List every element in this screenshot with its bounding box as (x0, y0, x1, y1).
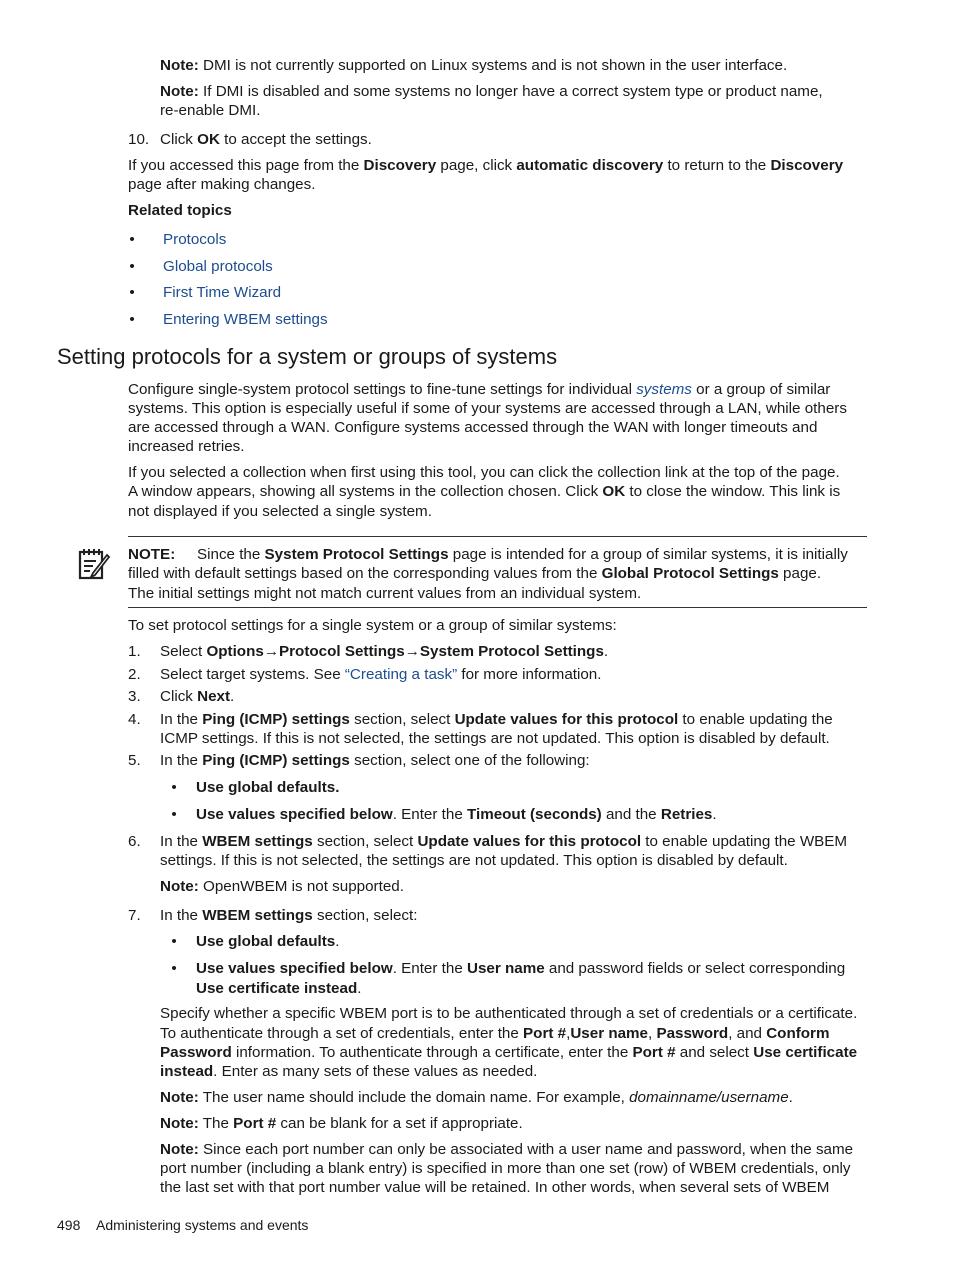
note-dmi-linux: Note: DMI is not currently supported on Linux systems and is not shown in the user interface. (160, 57, 788, 74)
bullet-icon: • (129, 258, 135, 275)
link-protocols[interactable]: Protocols (163, 231, 227, 248)
bullet-icon: • (171, 806, 177, 823)
section-title: Setting protocols for a system or groups of systems (57, 344, 558, 369)
link-systems[interactable]: systems (636, 381, 692, 398)
steps-intro: To set protocol settings for a single system or a group of similar systems: (128, 617, 617, 634)
step-10-text: Click OK to accept the settings. (160, 131, 372, 148)
discovery-paragraph: If you accessed this page from the Discovery page, click automatic discovery to return to the Discovery (128, 157, 844, 174)
section-para-1: Configure single-system protocol settings to fine-tune settings for individual systems or a group of similar (128, 381, 831, 398)
step-7-option-global: Use global defaults. (196, 933, 340, 950)
note-label: NOTE: (128, 546, 176, 563)
bullet-icon: • (171, 933, 177, 950)
section-para-2: If you selected a collection when first using this tool, you can click the collection link at the top of the page. (128, 464, 840, 481)
step-10-number: 10. (128, 131, 150, 148)
bullet-icon: • (171, 779, 177, 796)
step-2-number: 2. (128, 666, 141, 683)
bullet-icon: • (129, 311, 135, 328)
footer-title: Administering systems and events (96, 1217, 309, 1233)
step-4-text-line2: ICMP settings. If this is not selected, the settings are not updated. This option is disabled by default. (160, 730, 830, 747)
specify-para-line4: instead. Enter as many sets of these values as needed. (160, 1063, 538, 1080)
step-7-text: In the WBEM settings section, select: (160, 907, 418, 924)
step-5-text: In the Ping (ICMP) settings section, select one of the following: (160, 752, 590, 769)
note-bottom-rule (128, 607, 867, 608)
step-2-text: Select target systems. See “Creating a task” for more information. (160, 666, 602, 683)
note-port-number-line1: Note: Since each port number can only be associated with a user name and password, when the same (160, 1141, 854, 1158)
link-first-time-wizard[interactable]: First Time Wizard (163, 284, 282, 301)
step-4-text: In the Ping (ICMP) settings section, select Update values for this protocol to enable updating the (160, 711, 833, 728)
footer-page-number: 498 (57, 1217, 81, 1233)
step-3-text: Click Next. (160, 688, 235, 705)
section-para-1-line2: systems. This option is especially useful if some of your systems are accessed through a LAN, while others (128, 400, 847, 417)
note-domain-name: Note: The user name should include the domain name. For example, domainname/username. (160, 1089, 793, 1106)
step-6-number: 6. (128, 833, 141, 850)
note-dmi-disabled-cont: re-enable DMI. (160, 102, 261, 119)
step-6-text-line2: settings. If this is not selected, the settings are not updated. This option is disabled by default. (160, 852, 788, 869)
bullet-icon: • (171, 960, 177, 977)
related-topics-heading: Related topics (128, 202, 232, 219)
note-top-rule (128, 536, 867, 537)
bullet-icon: • (129, 284, 135, 301)
link-entering-wbem-settings[interactable]: Entering WBEM settings (163, 311, 328, 328)
note-text-line2: filled with default settings based on the corresponding values from the Global Protocol Settings page. (128, 565, 822, 582)
note-text-line3: The initial settings might not match current values from an individual system. (128, 585, 642, 602)
section-para-2-line2: A window appears, showing all systems in the collection chosen. Click OK to close the window. This link is (128, 483, 841, 500)
step-5-option-specified: Use values specified below. Enter the Timeout (seconds) and the Retries. (196, 806, 717, 823)
specify-para-line1: Specify whether a specific WBEM port is to be authenticated through a set of credentials or a certificate. (160, 1005, 858, 1022)
section-para-2-line3: not displayed if you selected a single system. (128, 503, 432, 520)
step-6-text: In the WBEM settings section, select Update values for this protocol to enable updating the WBEM (160, 833, 848, 850)
note-text-line1: Since the System Protocol Settings page is intended for a group of similar systems, it is initially (197, 546, 848, 563)
step-7-option-specified: Use values specified below. Enter the User name and password fields or select corresponding (196, 960, 846, 977)
note-port-blank: Note: The Port # can be blank for a set if appropriate. (160, 1115, 523, 1132)
step-5-number: 5. (128, 752, 141, 769)
section-para-1-line4: increased retries. (128, 438, 245, 455)
discovery-paragraph-cont: page after making changes. (128, 176, 316, 193)
note-pencil-icon (76, 546, 112, 582)
step-5-option-global: Use global defaults. (196, 779, 340, 796)
step-7-option-specified-line2: Use certificate instead. (196, 980, 362, 997)
step-1-text: Select Options→Protocol Settings→System Protocol Settings. (160, 643, 609, 660)
step-1-number: 1. (128, 643, 141, 660)
note-dmi-disabled: Note: If DMI is disabled and some systems no longer have a correct system type or product name, (160, 83, 823, 100)
link-global-protocols[interactable]: Global protocols (163, 258, 273, 275)
bullet-icon: • (129, 231, 135, 248)
specify-para-line3: Password information. To authenticate through a certificate, enter the Port # and select Use certificate (160, 1044, 858, 1061)
step-3-number: 3. (128, 688, 141, 705)
step-6-note: Note: OpenWBEM is not supported. (160, 878, 404, 895)
step-7-number: 7. (128, 907, 141, 924)
note-port-number-line2: port number (including a blank entry) is specified in more than one set (row) of WBEM credentials, only (160, 1160, 851, 1177)
link-creating-a-task[interactable]: “Creating a task” (344, 666, 458, 683)
section-para-1-line3: are accessed through a WAN. Configure systems accessed through the WAN with longer timeouts and (128, 419, 818, 436)
note-port-number-line3: the last set with that port number value will be retained. In other words, when several sets of WBEM (160, 1179, 830, 1196)
specify-para-line2: To authenticate through a set of credentials, enter the Port #,User name, Password, and Conform (160, 1025, 830, 1042)
step-4-number: 4. (128, 711, 141, 728)
